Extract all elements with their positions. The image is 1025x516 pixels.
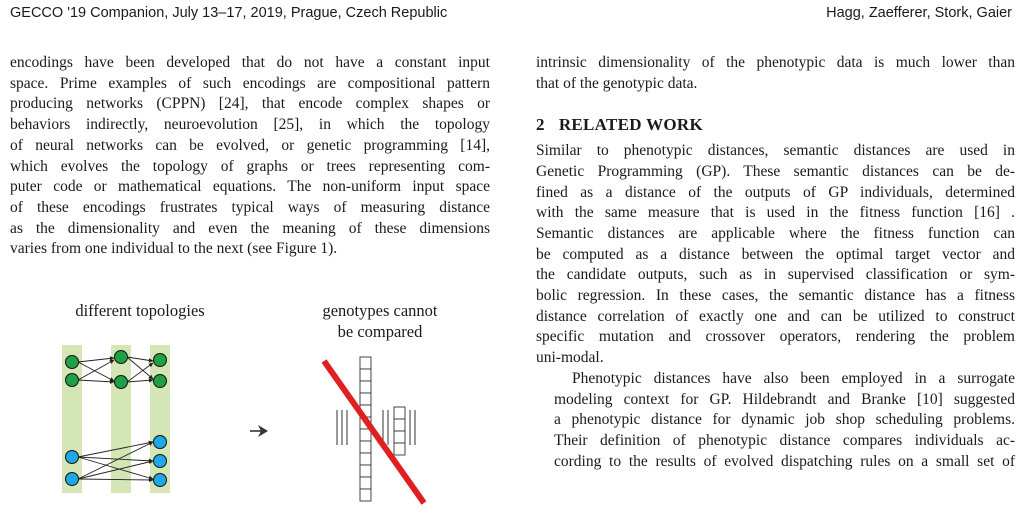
text-line: Phenotypic distances have also been employed in a surrogate	[572, 369, 1015, 387]
node-green	[154, 354, 167, 367]
left-paragraph	[10, 53, 490, 260]
text-line: that of the genotypic data.	[536, 74, 698, 92]
network-topology-diagram	[60, 345, 220, 495]
text-line: producing networks (CPPN) [24], that encode complex shapes or	[10, 95, 490, 113]
text-line: uni-modal.	[536, 349, 604, 367]
text-line: with the same measure that is used in the fitness function [16] .	[536, 204, 1015, 222]
text-line: the candidate outputs, such as in supervised classification or sym-	[536, 266, 1015, 284]
edge	[78, 358, 114, 362]
text-line: varies from one individual to the next (see Figure 1).	[10, 240, 338, 258]
related-work-paragraph-2	[536, 369, 1015, 473]
text-line: bolic regression. In these cases, the semantic distance has a fitness	[536, 287, 1015, 305]
node-blue	[154, 455, 167, 468]
section-title: RELATED WORK	[558, 115, 704, 135]
edge	[78, 360, 114, 380]
text-line: distance correlation of exactly one and can be utilized to construct	[536, 307, 1015, 325]
text-line: a phenotypic distance for dynamic job shop scheduling problems.	[554, 411, 1015, 429]
edge	[78, 479, 153, 480]
related-work-paragraph-1	[536, 141, 1015, 369]
section-number: 2	[536, 115, 545, 135]
figure-label-genotypes-1: genotypes cannot	[322, 301, 438, 320]
section-heading	[536, 115, 1015, 136]
node-green	[66, 356, 79, 369]
edge	[78, 380, 114, 382]
figure-label-genotypes-2: be compared	[337, 322, 423, 341]
node-blue	[154, 474, 167, 487]
figure-label-topologies: different topologies	[75, 301, 205, 320]
text-line: space. Prime examples of such encodings are compositional pattern	[10, 74, 490, 92]
node-blue	[66, 473, 79, 486]
text-line: Genetic Programming (GP). These semantic distances can be de-	[536, 162, 1015, 180]
text-line: cording to the results of evolved dispatching rules on a small set of	[554, 452, 1015, 470]
incomparable-genotypes-diagram	[320, 355, 430, 510]
text-line: of neural networks can be evolved, or genetic programming [14],	[10, 136, 490, 154]
node-blue	[66, 451, 79, 464]
node-green	[66, 374, 79, 387]
node-blue	[154, 436, 167, 449]
text-line: be computed as a distance between the optimal target vector and	[536, 245, 1015, 263]
text-line: Similar to phenotypic distances, semantic distances are used in	[536, 142, 1015, 160]
text-line: intrinsic dimensionality of the phenotypic data is much lower than	[536, 54, 1015, 71]
text-line: puter code or mathematical equations. The non-uniform input space	[10, 178, 490, 196]
layer-band	[150, 345, 170, 493]
cross-out-slash	[324, 361, 424, 503]
text-line: of these encodings frustrates typical ways of measuring distance	[10, 198, 490, 216]
node-green	[115, 376, 128, 389]
text-line: as the dimensionality and even the meaning of these dimensions	[10, 219, 490, 237]
left-column	[10, 53, 490, 260]
running-header-venue: GECCO '19 Companion, July 13–17, 2019, Prague, Czech Republic	[10, 5, 448, 21]
text-line: which evolves the topology of graphs or trees representing com-	[10, 157, 490, 175]
right-arrow-icon	[250, 424, 270, 438]
node-green	[115, 351, 128, 364]
text-line: specific mutation and crossover operators, rendering the problem	[536, 328, 1015, 346]
text-line: behaviors indirectly, neuroevolution [25], in which the topology	[10, 116, 490, 134]
text-line: Their definition of phenotypic distance compares individuals ac-	[554, 431, 1015, 449]
edge	[78, 362, 114, 381]
node-green	[154, 375, 167, 388]
running-header-authors: Hagg, Zaefferer, Stork, Gaier	[826, 5, 1012, 21]
text-line: modeling context for GP. Hildebrandt and Branke [10] suggested	[554, 390, 1015, 408]
text-line: fined as a distance of the outputs of GP individuals, determined	[536, 183, 1015, 201]
intro-paragraph	[536, 53, 1015, 94]
right-column	[536, 53, 1015, 472]
text-line: encodings have been developed that do not have a constant input	[10, 54, 490, 71]
text-line: Semantic distances are applicable where the fitness function can	[536, 224, 1015, 242]
